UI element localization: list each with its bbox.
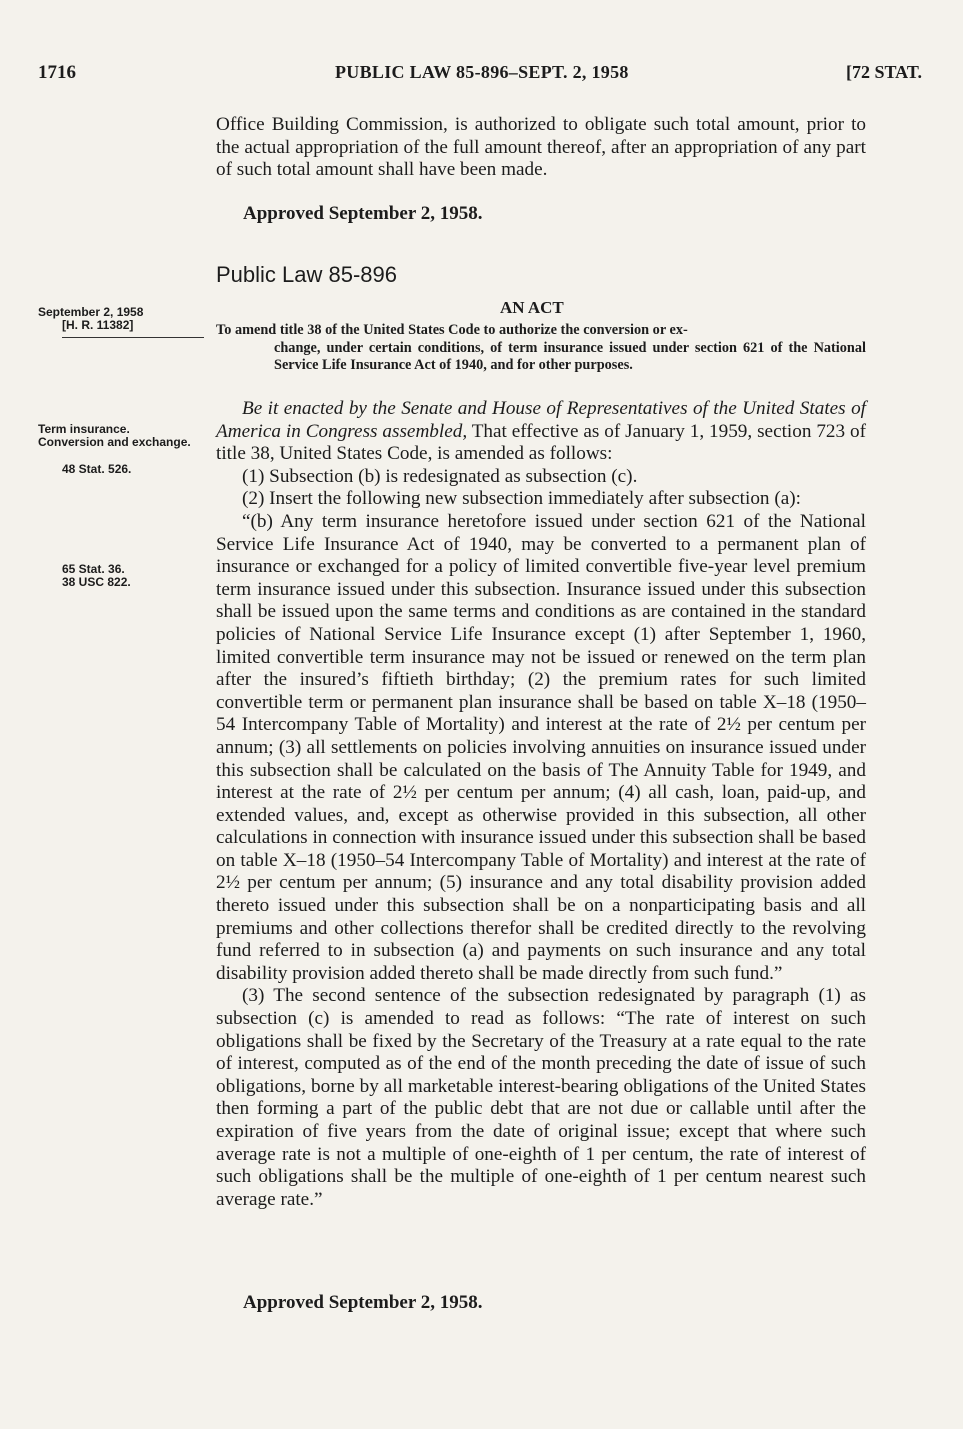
margin-rule xyxy=(62,337,204,338)
final-approved: Approved September 2, 1958. xyxy=(243,1292,483,1313)
subsection-b: “(b) Any term insurance heretofore issued under section 621 of the National Service Life Insurance Act of 1940, may be converted to a permanent plan of insurance or exchanged for a policy of limited convertible five-year level premium term insurance issued under this subsection. Insurance issued under this subsection shall be issued upon the same terms and conditions as are contained in the standard policies of National Service Life Insurance except (1) after September 1, 1960, limited convertible term insurance may not be issued or renewed on the term plan after the insured’s fiftieth birthday; (2) the premium rates for such limited convertible term or permanent plan insurance shall be based on table X–18 (1950–54 Intercompany Table of Mortality) and interest at the rate of 2½ per centum per annum; (3) all settlements on policies involving annuities on insurance issued under this subsection shall be calculated on the basis of The Annuity Table for 1949, and interest at the rate of 2½ per centum per annum; (4) all cash, loan, paid-up, and extended values, and, except as otherwise provided in this subsection, all other calculations in connection with insurance issued under this subsection shall be based on table X–18 (1950–54 Intercompany Table of Mortality) and interest at the rate of 2½ per centum per annum; (5) insurance and any total disability provision added thereto issued under this subsection shall be on a nonparticipating basis and all premiums and other collections therefor shall be credited directly to the revolving fund referred to in subsection (a) and payments on such insurance and any total disability provision added thereto shall be made directly from such fund.” xyxy=(216,510,866,984)
act-purpose xyxy=(216,322,866,375)
enacting-clause xyxy=(216,398,866,466)
prior-text-block xyxy=(216,114,866,182)
enacting-italic: Be it enacted by the Senate and House of Representatives of the United States of America in Congress assembled, xyxy=(216,398,866,442)
margin-term-insurance: Term insurance. xyxy=(38,422,130,436)
margin-stat-36: 65 Stat. 36. xyxy=(62,562,125,576)
margin-bill-number: [H. R. 11382] xyxy=(62,318,134,332)
prior-law-text: Office Building Commission, is authorized to obligate such total amount, prior to the actual appropriation of the full amount thereof, after an appropriation of any part of such total amount shall have been made. xyxy=(216,114,866,181)
paragraph-2: (2) Insert the following new subsection immediately after subsection (a): xyxy=(242,488,801,510)
margin-stat-526: 48 Stat. 526. xyxy=(62,462,132,476)
act-purpose-line-1: To amend title 38 of the United States Code to authorize the conversion or ex- xyxy=(216,322,688,338)
prior-approved: Approved September 2, 1958. xyxy=(243,203,483,224)
act-purpose-line-2: change, under certain conditions, of term insurance issued under section 621 of the National Service Life Insurance Act of 1940, and for other purposes. xyxy=(274,339,866,373)
law-title: Public Law 85-896 xyxy=(216,262,398,287)
margin-conversion: Conversion and exchange. xyxy=(38,435,191,449)
margin-usc: 38 USC 822. xyxy=(62,575,131,589)
margin-date: September 2, 1958 xyxy=(38,305,144,319)
act-body xyxy=(216,398,866,1211)
enacting-rest: That effective as of January 1, 1959, section 723 of title 38, United States Code, is amended as follows: xyxy=(216,420,866,465)
act-heading: AN ACT xyxy=(500,298,564,317)
statute-volume: [72 STAT. xyxy=(846,62,923,82)
paragraph-1: (1) Subsection (b) is redesignated as subsection (c). xyxy=(242,465,638,487)
running-title: PUBLIC LAW 85-896–SEPT. 2, 1958 xyxy=(335,62,629,82)
paragraph-3: (3) The second sentence of the subsection redesignated by paragraph (1) as subsection (c) is amended to read as follows: “The rate of interest on such obligations shall be fixed by the Secretary of the Treasury at a rate equal to the rate of interest, computed as of the end of the month preceding the date of issue of such obligations, borne by all marketable interest-bearing obligations of the United States then forming a part of the public debt that are not due or callable until after the expiration of five years from the date of original issue; except that where such average rate is not a multiple of one-eighth of 1 per centum, the rate of interest of such obligations shall be the multiple of one-eighth of 1 per centum nearest such average rate.” xyxy=(216,985,866,1210)
page-number: 1716 xyxy=(38,62,76,83)
